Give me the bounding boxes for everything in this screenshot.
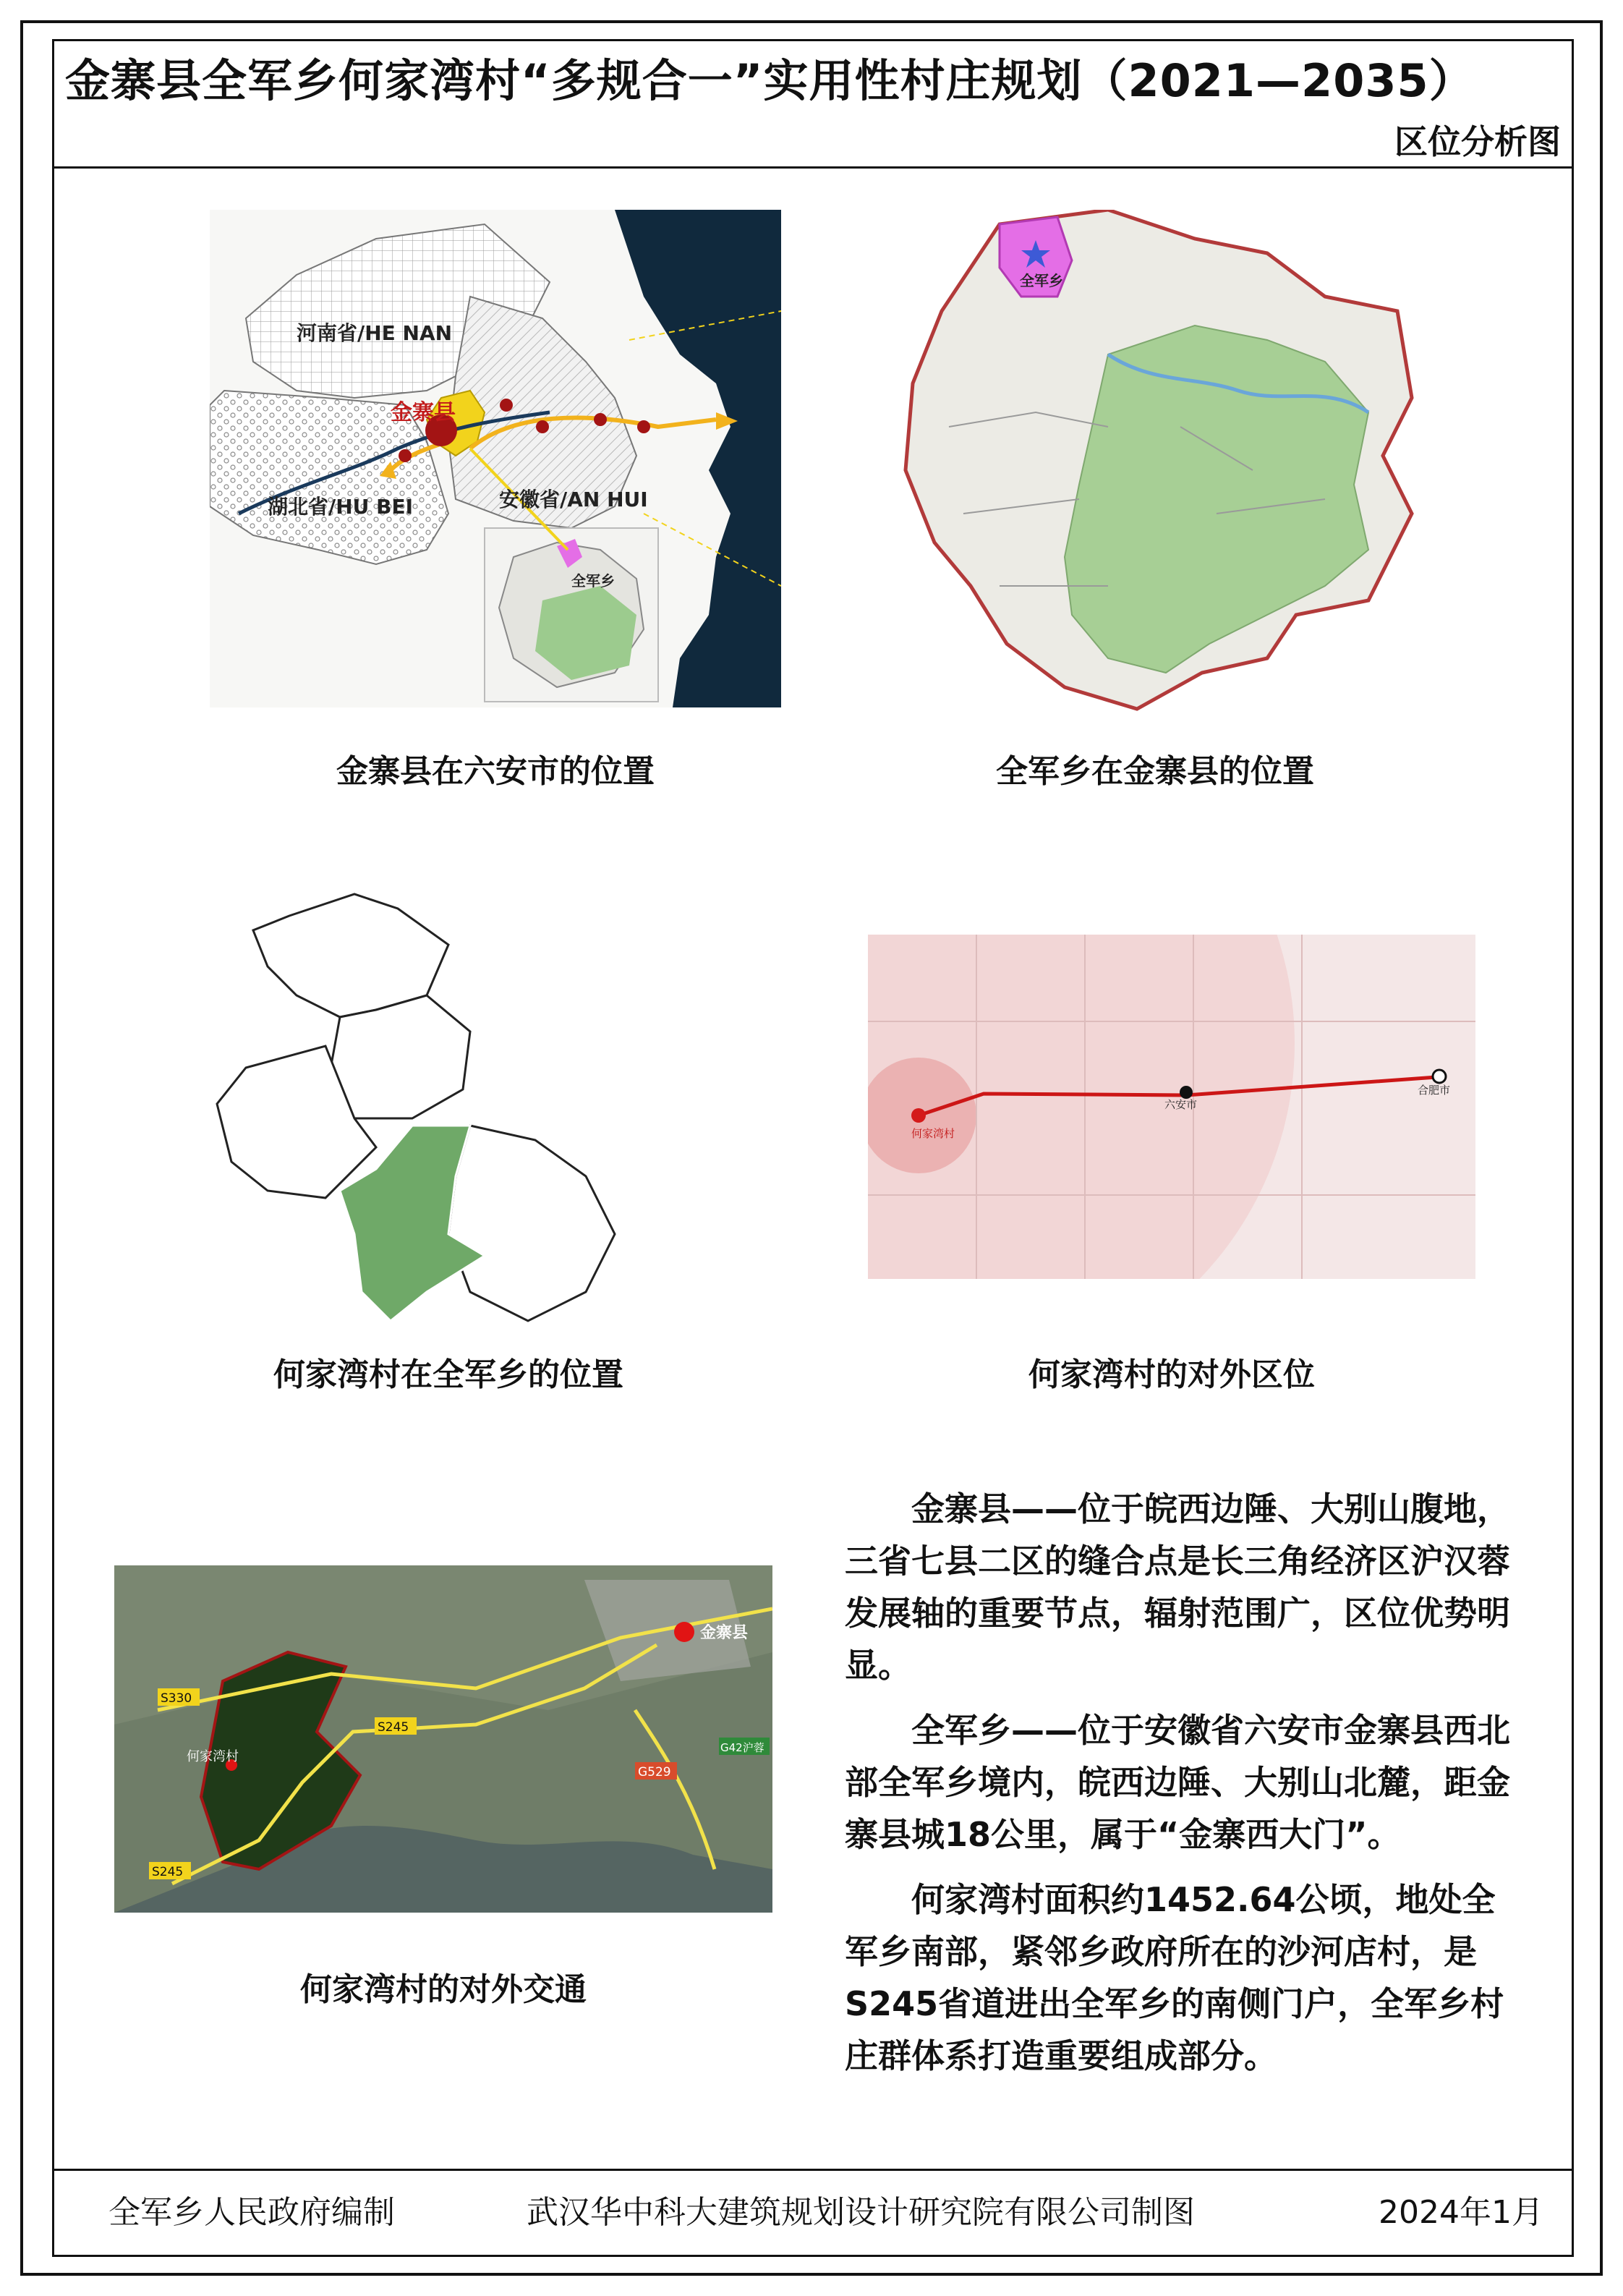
footer-center: 武汉华中科大建筑规划设计研究院有限公司制图	[527, 2194, 1195, 2231]
map-jinzhai-region	[210, 210, 781, 707]
map-transportation	[114, 1565, 772, 1913]
caption-map1: 金寨县在六安市的位置	[336, 753, 655, 790]
footer-right: 2024年1月	[1379, 2194, 1543, 2231]
label-quanjun-inset: 全军乡	[571, 572, 615, 590]
label-hubei: 湖北省/HU BEI	[268, 495, 414, 519]
label-g529: G529	[638, 1765, 671, 1780]
desc-paragraph-1: 金寨县——位于皖西边陲、大别山腹地，三省七县二区的缝合点是长三角经济区沪汉蓉发展轴的重要节点，辐射范围广，区位优势明显。	[845, 1489, 1510, 1685]
label-henan: 河南省/HE NAN	[297, 321, 453, 345]
footer-left: 全军乡人民政府编制	[108, 2194, 395, 2231]
label-village: 何家湾村	[911, 1127, 955, 1140]
label-s245-b: S245	[152, 1865, 184, 1879]
caption-map2: 全军乡在金寨县的位置	[996, 753, 1314, 790]
label-s245-a: S245	[378, 1720, 409, 1735]
desc-paragraph-2: 全军乡——位于安徽省六安市金寨县西北部全军乡境内，皖西边陲、大别山北麓，距金寨县城18公里，属于“金寨西大门”。	[845, 1711, 1510, 1854]
map-external-location	[868, 935, 1475, 1279]
hefei-point	[1433, 1070, 1446, 1083]
header-divider	[52, 166, 1574, 169]
label-hefei: 合肥市	[1418, 1084, 1451, 1097]
village-point	[911, 1108, 926, 1123]
map-village-in-quanjun	[210, 887, 644, 1350]
label-jinzhai: 金寨县	[700, 1624, 749, 1642]
label-luan: 六安市	[1164, 1098, 1198, 1111]
map-quanjun-in-jinzhai	[891, 210, 1419, 716]
description-text	[845, 1483, 1525, 2095]
label-quanjun: 全军乡	[1020, 272, 1063, 289]
label-village: 何家湾村	[187, 1749, 239, 1764]
label-g42: G42沪蓉	[720, 1741, 764, 1754]
jinzhai-point	[674, 1622, 694, 1642]
luan-point	[1180, 1086, 1193, 1099]
caption-map5: 何家湾村的对外交通	[300, 1971, 587, 2008]
desc-paragraph-3: 何家湾村面积约1452.64公顷，地处全军乡南部，紧邻乡政府所在的沙河店村，是S245省道进出全军乡的南侧门户，全军乡村庄群体系打造重要组成部分。	[845, 1880, 1504, 2075]
label-s330: S330	[161, 1691, 192, 1706]
page-title: 金寨县全军乡何家湾村“多规合一”实用性村庄规划（2021—2035）	[65, 54, 1475, 107]
footer-divider	[52, 2169, 1574, 2171]
village-region-4	[448, 1126, 615, 1321]
label-anhui: 安徽省/AN HUI	[499, 488, 648, 511]
caption-map3: 何家湾村在全军乡的位置	[273, 1356, 623, 1393]
caption-map4: 何家湾村的对外区位	[1028, 1356, 1315, 1393]
page-subtitle: 区位分析图	[1394, 122, 1561, 161]
label-jinzhai: 金寨县	[391, 400, 456, 425]
